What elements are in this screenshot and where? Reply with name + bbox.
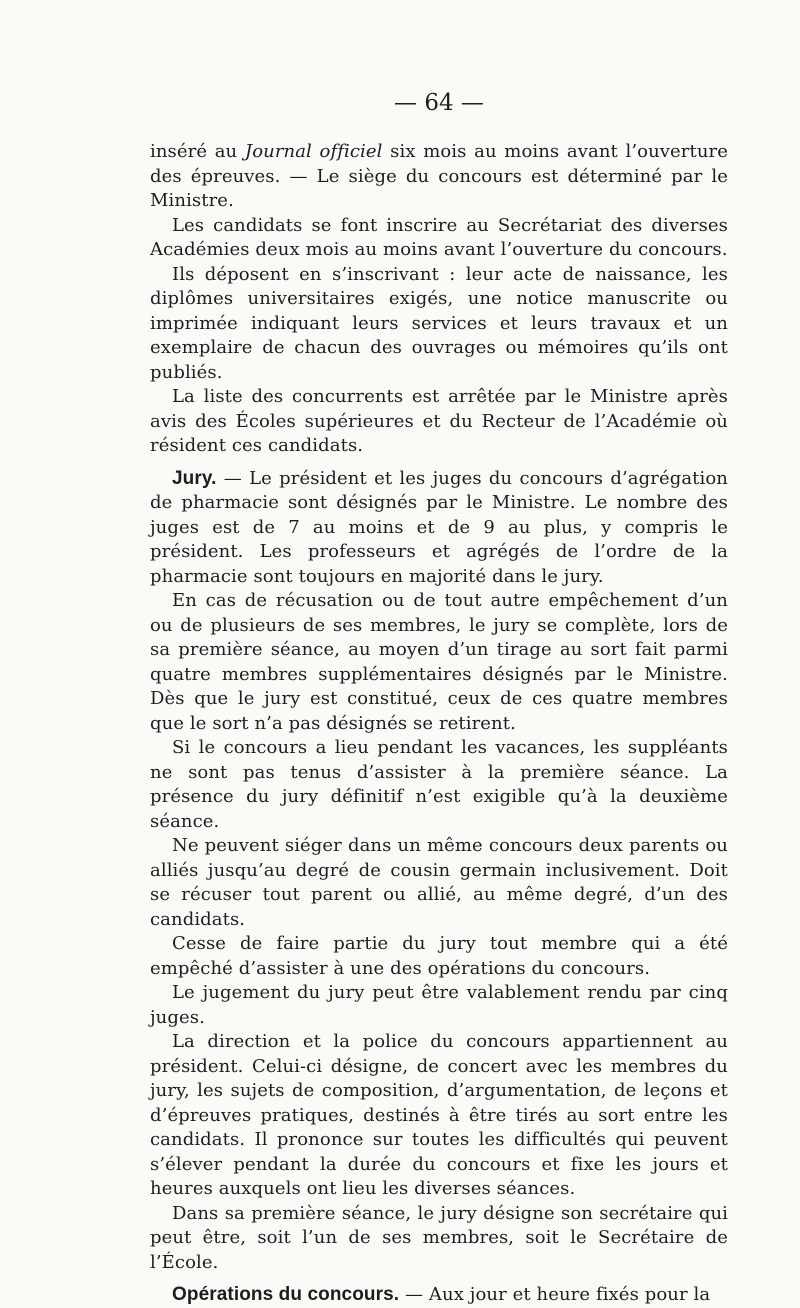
paragraph-documents: Ils déposent en s’inscrivant : leur acte de naissance, les diplômes universitaires exigés, une notice manuscrite ou imprimée indiquant leurs services et leurs travaux et un exemplaire de chacun des ouvrages ou mémoires qu’ils ont publiés. (150, 263, 728, 383)
paragraph-jugement: Le jugement du jury peut être valablement rendu par cinq juges. (150, 982, 728, 1028)
journal-title: Journal officiel (244, 141, 383, 162)
paragraph-text: — Aux jour et heure fixés pour la (399, 1284, 711, 1305)
paragraph-continuation (150, 140, 728, 214)
paragraph-text: — Le président et les juges du concours d’agrégation de pharmacie sont désignés par le Ministre. Le nombre des juges est de 7 au moins et de 9 au plus, y compris le président. Les professeurs et agrégés de l’ordre de la pharmacie sont toujours en majorité dans le jury. (150, 467, 728, 587)
paragraph-empeche: Cesse de faire partie du jury tout membre qui a été empêché d’assister à une des opérations du concours. (150, 933, 728, 979)
paragraph-registration: Les candidats se font inscrire au Secrétariat des diverses Académies deux mois au moins avant l’ouverture du concours. (150, 214, 728, 260)
section-operations (150, 1283, 728, 1308)
section-jury (150, 467, 728, 590)
paragraph-direction: La direction et la police du concours appartiennent au président. Celui-ci désigne, de concert avec les membres du jury, les sujets de composition, d’argumentation, de leçons et d’épreuves pratiques, destinés à être tirés au sort entre les candidats. Il prononce sur toutes les difficultés qui peuvent s’élever pendant la durée du concours et fixe les jours et heures auxquels ont lieu les diverses séances. (150, 1031, 728, 1199)
section-heading-jury: Jury. (172, 467, 217, 489)
paragraph-secretaire: Dans sa première séance, le jury désigne son secrétaire qui peut être, soit l’un de ses membres, soit le Secrétaire de l’École. (150, 1202, 728, 1273)
section-heading-operations: Opérations du concours. (172, 1284, 400, 1305)
paragraph-recusation: En cas de récusation ou de tout autre empêchement d’un ou de plusieurs de ses membres, le jury se complète, lors de sa première séance, au moyen d’un tirage au sort fait parmi quatre membres supplémentaires désignés par le Ministre. Dès que le jury est constitué, ceux de ces quatre membres que le sort n’a pas désignés se retirent. (150, 590, 728, 734)
paragraph-vacances: Si le concours a lieu pendant les vacances, les suppléants ne sont pas tenus d’assister à la première séance. La présence du jury définitif n’est exigible qu’à la deuxième séance. (150, 737, 728, 832)
paragraph-text: six mois au moins avant l’ouverture des épreuves. — Le siège du concours est déterminé par le Ministre. (150, 141, 728, 211)
paragraph-candidate-list: La liste des concurrents est arrêtée par le Ministre après avis des Écoles supérieures et du Recteur de l’Académie où résident ces candidats. (150, 386, 728, 456)
paragraph-parents: Ne peuvent siéger dans un même concours deux parents ou alliés jusqu’au degré de cousin germain inclusivement. Doit se récuser tout parent ou allié, au même degré, d’un des candidats. (150, 835, 728, 930)
body-text (150, 140, 728, 1308)
page-number: — 64 — (394, 90, 484, 116)
paragraph-text: inséré au (150, 141, 245, 162)
